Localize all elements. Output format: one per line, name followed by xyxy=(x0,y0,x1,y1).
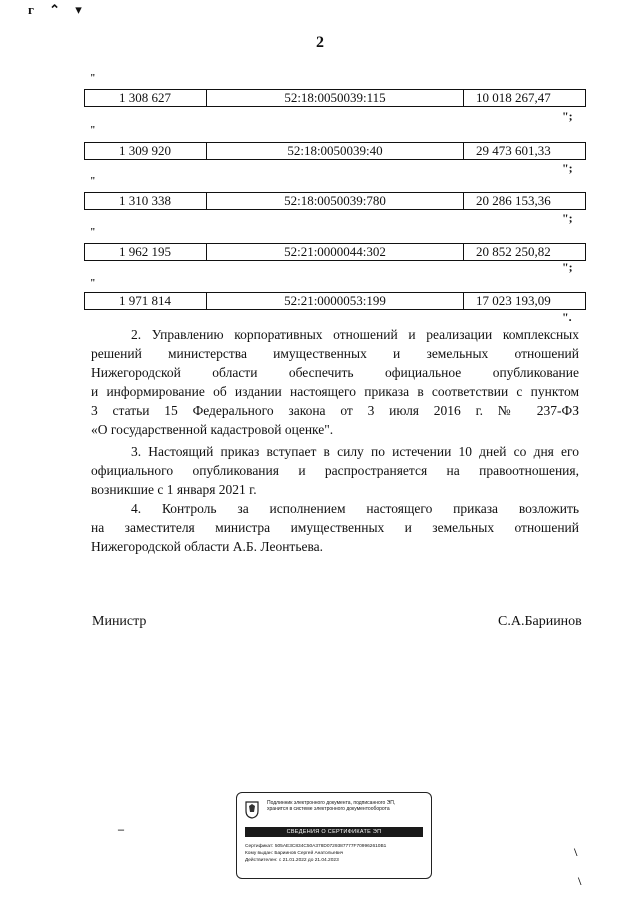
paragraph-2 xyxy=(91,325,579,439)
stamp-info xyxy=(245,843,427,864)
close-quote: "; xyxy=(562,161,573,175)
open-quote: " xyxy=(90,73,96,84)
text-line: 3 статьи 15 Федерального закона от 3 июля 2016 г. № 237-ФЗ xyxy=(91,403,579,418)
close-quote: "; xyxy=(562,109,573,123)
signature-name: С.А.Бариинов xyxy=(498,614,582,629)
close-quote: "; xyxy=(562,211,573,225)
stamp-validity: Действителен: с 21.01.2022 до 21.04.2023 xyxy=(245,858,339,863)
cell-value: 29 473 601,33 xyxy=(476,143,551,158)
coat-of-arms-icon xyxy=(245,801,259,819)
open-quote: " xyxy=(90,176,96,187)
text-line: «О государственной кадастровой оценке". xyxy=(91,422,334,437)
margin-dash: – xyxy=(118,822,124,836)
stamp-header-line: Подлинник электронного документа, подписанного ЭП, xyxy=(267,800,396,806)
stamp-header xyxy=(267,800,427,812)
stamp-title-bar: СВЕДЕНИЯ О СЕРТИФИКАТЕ ЭП xyxy=(245,827,423,837)
cell-cadastral: 52:18:0050039:780 xyxy=(207,193,464,209)
text-line: официального опубликования и распространяется на правоотношения, xyxy=(91,463,579,478)
open-quote: " xyxy=(90,227,96,238)
cell-value: 10 018 267,47 xyxy=(476,90,551,105)
table-row xyxy=(84,192,586,210)
cell-value: 17 023 193,09 xyxy=(476,293,551,308)
table-row xyxy=(84,243,586,261)
page-number: 2 xyxy=(316,34,324,51)
table-row xyxy=(84,292,586,310)
paragraph-3 xyxy=(91,442,579,499)
text-line: и информирование об издании настоящего приказа в соответствии с пунктом xyxy=(91,384,579,399)
stamp-header-line: хранится в системе электронного документооборота xyxy=(267,806,390,812)
stamp-issued-to: Кому выдан: Бариинов Сергей Анатольевич xyxy=(245,851,344,856)
cell-cadastral: 52:21:0000053:199 xyxy=(207,293,464,309)
signature-title: Министр xyxy=(92,614,147,629)
open-quote: " xyxy=(90,278,96,289)
cell-number: 1 310 338 xyxy=(85,193,207,209)
text-line: 4. Контроль за исполнением настоящего приказа возложить xyxy=(131,501,579,516)
text-line: Нижегородской области обеспечить официальное опубликование xyxy=(91,365,579,380)
corner-marks: г ⌃ ▾ xyxy=(28,2,88,17)
table-row xyxy=(84,89,586,107)
cell-number: 1 309 920 xyxy=(85,143,207,159)
open-quote: " xyxy=(90,125,96,136)
paragraph-4 xyxy=(91,499,579,556)
text-line: решений министерства имущественных и земельных отношений xyxy=(91,346,579,361)
stamp-certificate: Сертификат: 505AE3C834C50A378D0729387777F709962610B1 xyxy=(245,844,387,849)
cell-cadastral: 52:18:0050039:40 xyxy=(207,143,464,159)
text-line: 2. Управлению корпоративных отношений и реализации комплексных xyxy=(131,327,579,342)
text-line: 3. Настоящий приказ вступает в силу по истечении 10 дней со дня его xyxy=(131,444,579,459)
text-line: возникшие с 1 января 2021 г. xyxy=(91,482,257,497)
table-row xyxy=(84,142,586,160)
margin-mark: \ xyxy=(574,845,578,859)
cell-cadastral: 52:21:0000044:302 xyxy=(207,244,464,260)
cell-number: 1 971 814 xyxy=(85,293,207,309)
cell-value: 20 286 153,36 xyxy=(476,193,551,208)
cell-value: 20 852 250,82 xyxy=(476,244,551,259)
margin-mark: \ xyxy=(578,874,582,888)
cell-cadastral: 52:18:0050039:115 xyxy=(207,90,464,106)
text-line: Нижегородской области А.Б. Леонтьева. xyxy=(91,539,324,554)
cell-number: 1 308 627 xyxy=(85,90,207,106)
e-signature-stamp xyxy=(236,792,432,879)
text-line: на заместителя министра имущественных и земельных отношений xyxy=(91,520,579,535)
close-quote: "; xyxy=(562,260,573,274)
close-quote: ". xyxy=(562,310,572,324)
cell-number: 1 962 195 xyxy=(85,244,207,260)
